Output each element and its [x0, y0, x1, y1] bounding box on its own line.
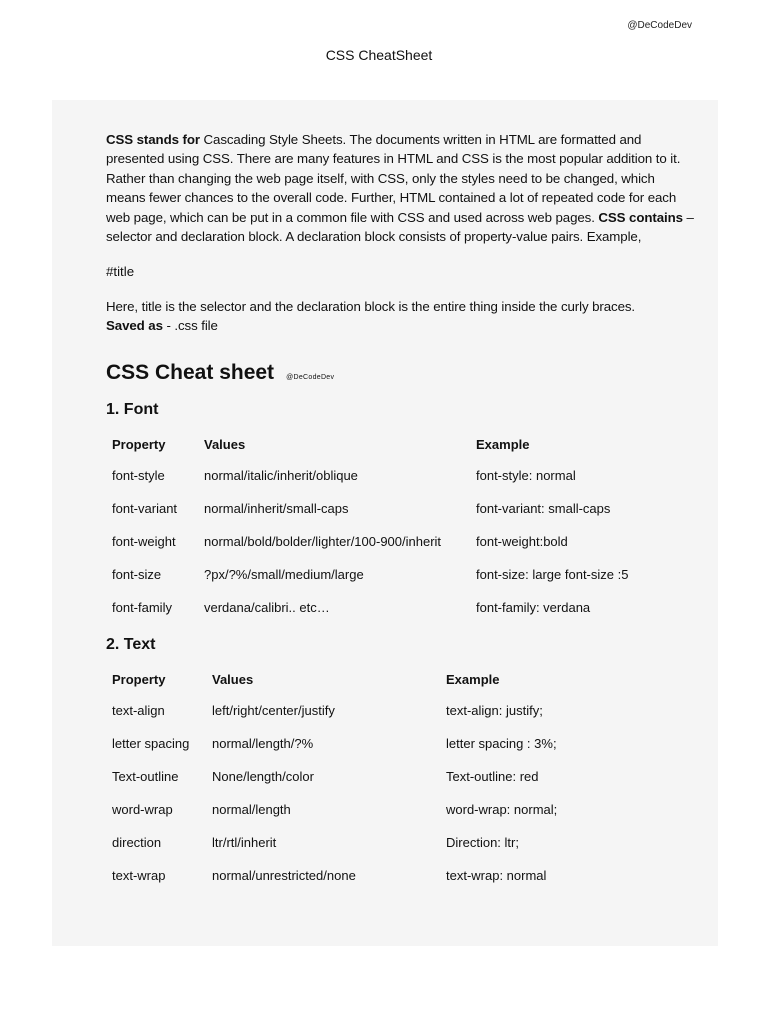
text-properties-table	[106, 664, 557, 892]
header-values: Values	[204, 436, 246, 452]
property-cell: Text-outline	[112, 769, 179, 785]
selector-note: Here, title is the selector and the declaration block is the entire thing inside the curly braces.	[106, 299, 636, 315]
example-cell: font-weight:bold	[476, 534, 568, 550]
saved-as-text: - .css file	[162, 318, 218, 334]
cheat-sheet-heading	[106, 361, 696, 385]
example-cell: Text-outline: red	[446, 769, 539, 785]
intro-text-2: – selector and declaration block. A declaration block consists of property-value pairs. Example,	[106, 209, 694, 245]
property-cell: word-wrap	[112, 802, 173, 818]
values-cell: ltr/rtl/inherit	[212, 835, 277, 851]
table-row	[106, 525, 628, 558]
values-cell: normal/length/?%	[212, 736, 314, 752]
intro-bold-css-stands-for: CSS stands for	[106, 132, 200, 147]
example-cell: text-wrap: normal	[446, 868, 547, 884]
header-example: Example	[446, 671, 500, 687]
intro-paragraph	[106, 130, 696, 246]
property-cell: font-style	[112, 468, 165, 484]
example-cell: text-align: justify;	[446, 703, 543, 719]
property-cell: font-family	[112, 600, 172, 616]
property-cell: letter spacing	[112, 736, 190, 752]
property-cell: font-variant	[112, 501, 178, 517]
property-cell: text-wrap	[112, 868, 166, 884]
values-cell: normal/inherit/small-caps	[204, 501, 349, 517]
values-cell: None/length/color	[212, 769, 314, 785]
cheat-sheet-title: CSS Cheat sheet	[106, 361, 275, 385]
values-cell: normal/bold/bolder/lighter/100-900/inherit	[204, 534, 442, 550]
example-cell: font-family: verdana	[476, 600, 591, 616]
intro-text-1: Cascading Style Sheets. The documents written in HTML are formatted and presented using CSS. There are many features in HTML and CSS is the most popular addition to it. Rather than changing the web page itself, with CSS, only the styles need to be changed, which means fewer chances to the overall code. Further, HTML contained a lot of repeated code for each web page, which can be put in a common file with CSS and used across web pages.	[106, 132, 681, 225]
table-row	[106, 727, 557, 760]
table-row	[106, 591, 628, 624]
text-section-title: 2. Text	[106, 636, 156, 654]
font-section-title: 1. Font	[106, 401, 159, 419]
cheat-sheet-page	[52, 100, 718, 946]
table-row	[106, 694, 557, 727]
table-row	[106, 859, 557, 892]
table-header-row	[106, 429, 628, 459]
header-values: Values	[212, 671, 254, 687]
example-cell: font-size: large font-size :5	[476, 567, 629, 583]
intro-bold-css-contains: CSS contains	[598, 209, 683, 225]
property-cell: direction	[112, 835, 162, 851]
table-row	[106, 459, 628, 492]
header-handle: @DeCodeDev	[627, 20, 692, 31]
font-properties-table	[106, 429, 628, 624]
table-row	[106, 826, 557, 859]
values-cell: normal/length	[212, 802, 291, 818]
values-cell: ?px/?%/small/medium/large	[204, 567, 364, 583]
example-selector: #title	[106, 264, 135, 280]
page-content	[106, 130, 696, 892]
selector-paragraph	[106, 297, 696, 335]
saved-as-label: Saved as	[106, 318, 163, 334]
cheat-sheet-handle: @DeCodeDev	[286, 374, 335, 382]
example-cell: Direction: ltr;	[446, 835, 519, 851]
values-cell: normal/italic/inherit/oblique	[204, 468, 358, 484]
table-row	[106, 492, 628, 525]
document-title: CSS CheatSheet	[325, 47, 433, 63]
table-row	[106, 793, 557, 826]
table-row	[106, 760, 557, 793]
values-cell: normal/unrestricted/none	[212, 868, 356, 884]
property-cell: font-weight	[112, 534, 176, 550]
example-cell: letter spacing : 3%;	[446, 736, 557, 752]
values-cell: verdana/calibri.. etc…	[204, 600, 330, 616]
table-row	[106, 558, 628, 591]
example-cell: font-variant: small-caps	[476, 501, 611, 517]
table-header-row	[106, 664, 557, 694]
property-cell: text-align	[112, 703, 165, 719]
header-property: Property	[112, 436, 166, 452]
header-property: Property	[112, 671, 166, 687]
example-cell: font-style: normal	[476, 468, 576, 484]
example-cell: word-wrap: normal;	[446, 802, 558, 818]
property-cell: font-size	[112, 567, 162, 583]
values-cell: left/right/center/justify	[212, 703, 335, 719]
header-example: Example	[476, 436, 530, 452]
